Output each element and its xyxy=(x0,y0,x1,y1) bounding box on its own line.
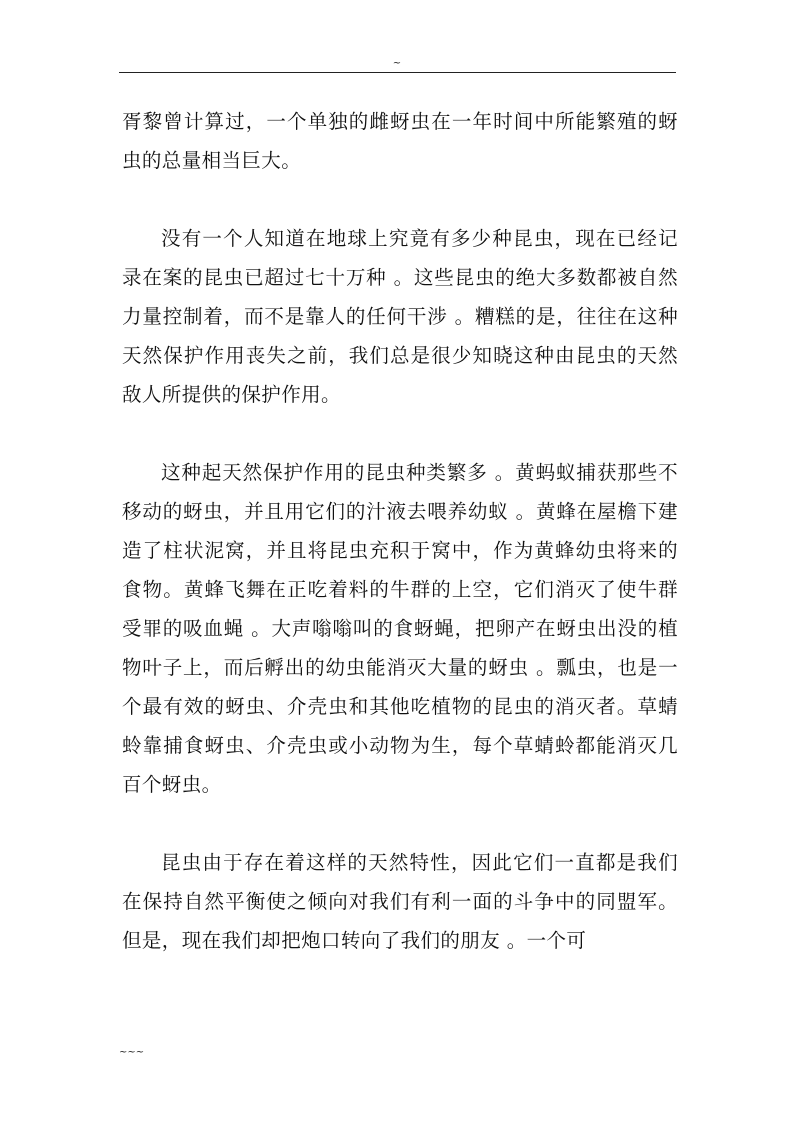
header-mark: ~ xyxy=(392,58,402,69)
paragraph-continued: 胥黎曾计算过，一个单独的雌蚜虫在一年时间中所能繁殖的蚜虫的总量相当巨大。 xyxy=(122,110,678,172)
paragraph-natural-enemies: 这种起天然保护作用的昆虫种类繁多 。黄蚂蚁捕获那些不移动的蚜虫，并且用它们的汁液去喂养幼蚁 。黄蜂在屋檐下建造了柱状泥窝，并且将昆虫充积于窝中，作为黄蜂幼虫将来的食物。黄蜂飞舞在正吃着料的牛群的上空，它们消灭了使牛群受罪的吸血蝇 。大声嗡嗡叫的食蚜蝇，把卵产在蚜虫出没的植物叶子上，而后孵出的幼虫能消灭大量的蚜虫 。瓢虫，也是一个最有效的蚜虫、介壳虫和其他吃植物的昆虫的消灭者。草蜻蛉靠捕食蚜虫、介壳虫或小动物为生，每个草蜻蛉都能消灭几百个蚜虫。 xyxy=(122,461,678,796)
header-rule xyxy=(119,72,676,73)
paragraph-insect-species: 没有一个人知道在地球上究竟有多少种昆虫，现在已经记录在案的昆虫已超过七十万种 。这些昆虫的绝大多数都被自然力量控制着，而不是靠人的任何干涉 。糟糕的是，往往在这种天然保护作用丧失之前，我们总是很少知晓这种由昆虫的天然敌人所提供的保护作用。 xyxy=(122,227,678,406)
body-text xyxy=(122,102,678,960)
paragraph-allies: 昆虫由于存在着这样的天然特性，因此它们一直都是我们在保持自然平衡使之倾向对我们有利一面的斗争中的同盟军。但是，现在我们却把炮口转向了我们的朋友 。一个可 xyxy=(122,851,678,952)
footer-mark: ~~~ xyxy=(119,1047,145,1058)
